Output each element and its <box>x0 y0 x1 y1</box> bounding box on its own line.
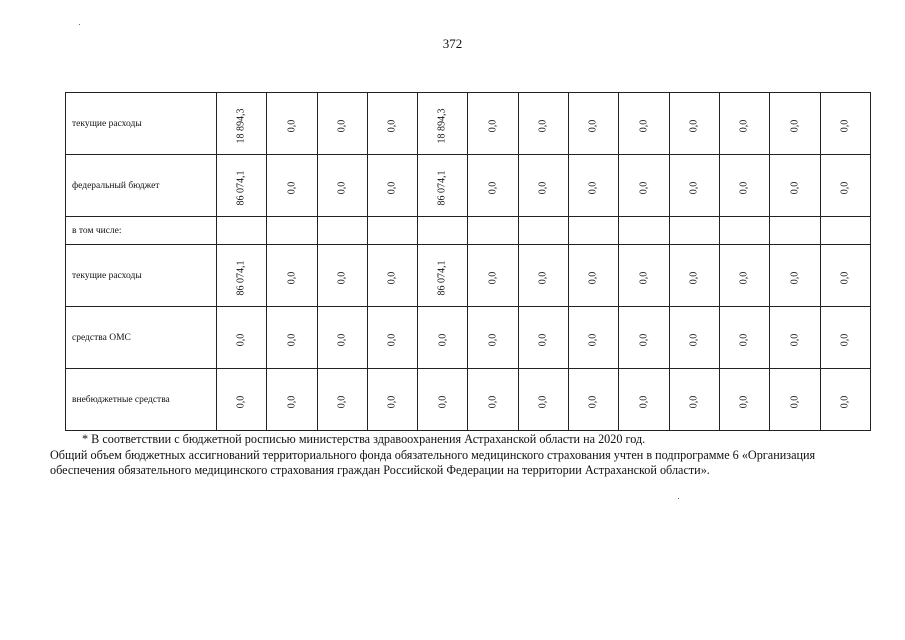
cell-value: 0,0 <box>285 333 297 346</box>
table-cell <box>367 307 417 369</box>
cell-value: 0,0 <box>587 395 599 408</box>
cell-value: 0,0 <box>738 395 750 408</box>
table-cell <box>518 93 568 155</box>
table-cell <box>418 307 468 369</box>
table-cell <box>317 217 367 245</box>
cell-value: 0,0 <box>436 333 448 346</box>
budget-table <box>65 92 871 431</box>
table-row <box>66 93 871 155</box>
table-cell <box>518 155 568 217</box>
cell-value: 0,0 <box>487 181 499 194</box>
cell-value: 0,0 <box>285 181 297 194</box>
table-cell <box>217 155 267 217</box>
table-cell <box>619 369 669 431</box>
cell-value: 0,0 <box>688 271 700 284</box>
cell-value: 0,0 <box>487 395 499 408</box>
table-cell <box>619 155 669 217</box>
cell-value: 0,0 <box>336 333 348 346</box>
table-cell <box>619 245 669 307</box>
table-cell <box>418 155 468 217</box>
cell-value: 0,0 <box>839 395 851 408</box>
cell-value: 0,0 <box>386 333 398 346</box>
table-cell <box>569 217 619 245</box>
row-label: текущие расходы <box>66 93 217 155</box>
cell-value: 0,0 <box>587 271 599 284</box>
row-label: внебюджетные средства <box>66 369 217 431</box>
cell-value: 0,0 <box>285 271 297 284</box>
table-cell <box>820 93 870 155</box>
table-cell <box>569 93 619 155</box>
cell-value: 0,0 <box>688 333 700 346</box>
cell-value: 0,0 <box>738 181 750 194</box>
table-cell <box>669 155 719 217</box>
table-cell <box>217 93 267 155</box>
cell-value: 0,0 <box>587 181 599 194</box>
table-cell <box>719 217 769 245</box>
table-cell <box>770 217 820 245</box>
cell-value: 0,0 <box>587 333 599 346</box>
table-cell <box>217 217 267 245</box>
cell-value: 0,0 <box>738 119 750 132</box>
table-cell <box>468 155 518 217</box>
cell-value: 0,0 <box>336 395 348 408</box>
cell-value: 18 894,3 <box>436 108 448 143</box>
cell-value: 0,0 <box>386 395 398 408</box>
cell-value: 0,0 <box>788 271 800 284</box>
table-cell <box>820 307 870 369</box>
table-cell <box>367 93 417 155</box>
footnote: * В соответствии с бюджетной росписью министерства здравоохранения Астраханской области на 2020 год. <box>82 432 646 446</box>
cell-value: 0,0 <box>235 395 247 408</box>
page-number: 372 <box>442 36 463 51</box>
row-label: средства ОМС <box>66 307 217 369</box>
cell-value: 0,0 <box>638 333 650 346</box>
table-cell <box>317 307 367 369</box>
table-cell <box>267 217 317 245</box>
cell-value: 0,0 <box>839 181 851 194</box>
table-cell <box>418 93 468 155</box>
table-cell <box>317 93 367 155</box>
cell-value: 0,0 <box>336 181 348 194</box>
table-cell <box>367 155 417 217</box>
cell-value: 0,0 <box>235 333 247 346</box>
notes-block <box>50 432 870 479</box>
cell-value: 0,0 <box>788 395 800 408</box>
scan-speck <box>79 24 80 25</box>
cell-value: 0,0 <box>436 395 448 408</box>
table-cell <box>217 307 267 369</box>
cell-value: 0,0 <box>688 181 700 194</box>
table-cell <box>719 369 769 431</box>
cell-value: 0,0 <box>386 271 398 284</box>
cell-value: 18 894,3 <box>235 108 247 143</box>
table-cell <box>518 369 568 431</box>
table-cell <box>820 155 870 217</box>
table-cell <box>468 307 518 369</box>
table-cell <box>518 245 568 307</box>
table-cell <box>669 369 719 431</box>
table-cell <box>619 217 669 245</box>
cell-value: 0,0 <box>537 119 549 132</box>
table-cell <box>267 369 317 431</box>
table-cell <box>468 369 518 431</box>
cell-value: 0,0 <box>487 271 499 284</box>
cell-value: 0,0 <box>487 119 499 132</box>
budget-table-body <box>66 93 871 431</box>
cell-value: 86 074,1 <box>436 260 448 295</box>
cell-value: 0,0 <box>839 119 851 132</box>
table-cell <box>267 155 317 217</box>
cell-value: 0,0 <box>587 119 599 132</box>
table-cell <box>669 307 719 369</box>
cell-value: 0,0 <box>638 395 650 408</box>
table-cell <box>619 307 669 369</box>
cell-value: 0,0 <box>788 181 800 194</box>
table-cell <box>770 93 820 155</box>
cell-value: 0,0 <box>788 119 800 132</box>
table-cell <box>820 369 870 431</box>
cell-value: 0,0 <box>336 119 348 132</box>
cell-value: 0,0 <box>487 333 499 346</box>
cell-value: 0,0 <box>638 119 650 132</box>
table-cell <box>619 93 669 155</box>
table-cell <box>217 245 267 307</box>
table-cell <box>217 369 267 431</box>
cell-value: 0,0 <box>537 395 549 408</box>
table-cell <box>367 217 417 245</box>
table-cell <box>367 245 417 307</box>
table-cell <box>569 369 619 431</box>
table-cell <box>569 245 619 307</box>
cell-value: 0,0 <box>537 181 549 194</box>
table-cell <box>569 307 619 369</box>
table-row <box>66 369 871 431</box>
table-cell <box>317 155 367 217</box>
cell-value: 0,0 <box>688 119 700 132</box>
table-row <box>66 155 871 217</box>
table-cell <box>468 93 518 155</box>
table-cell <box>719 245 769 307</box>
cell-value: 0,0 <box>788 333 800 346</box>
cell-value: 0,0 <box>285 119 297 132</box>
cell-value: 0,0 <box>688 395 700 408</box>
cell-value: 0,0 <box>285 395 297 408</box>
table-cell <box>468 245 518 307</box>
row-label: в том числе: <box>66 217 217 245</box>
table-row <box>66 245 871 307</box>
cell-value: 0,0 <box>839 271 851 284</box>
table-cell <box>518 307 568 369</box>
cell-value: 0,0 <box>537 271 549 284</box>
table-cell <box>820 217 870 245</box>
table-cell <box>569 155 619 217</box>
table-cell <box>719 155 769 217</box>
table-cell <box>317 245 367 307</box>
table-cell <box>518 217 568 245</box>
cell-value: 0,0 <box>839 333 851 346</box>
table-cell <box>418 245 468 307</box>
table-cell <box>669 217 719 245</box>
table-cell <box>719 307 769 369</box>
cell-value: 86 074,1 <box>235 170 247 205</box>
row-label: федеральный бюджет <box>66 155 217 217</box>
cell-value: 0,0 <box>386 181 398 194</box>
scan-speck <box>678 498 679 499</box>
cell-value: 0,0 <box>638 181 650 194</box>
table-row <box>66 217 871 245</box>
table-cell <box>468 217 518 245</box>
table-cell <box>770 245 820 307</box>
table-cell <box>770 155 820 217</box>
table-cell <box>418 369 468 431</box>
note-paragraph: Общий объем бюджетных ассигнований территориального фонда обязательного медицинского страхования учтен в подпрограмме 6 «Организация обеспечения обязательного медицинского страхования граждан Российской Федерации на территории Астраханской области». <box>50 447 816 477</box>
cell-value: 86 074,1 <box>436 170 448 205</box>
cell-value: 0,0 <box>738 271 750 284</box>
cell-value: 0,0 <box>386 119 398 132</box>
table-cell <box>719 93 769 155</box>
table-cell <box>418 217 468 245</box>
table-cell <box>669 93 719 155</box>
cell-value: 0,0 <box>537 333 549 346</box>
table-row <box>66 307 871 369</box>
cell-value: 0,0 <box>336 271 348 284</box>
table-cell <box>820 245 870 307</box>
cell-value: 86 074,1 <box>235 260 247 295</box>
table-cell <box>770 369 820 431</box>
table-cell <box>267 307 317 369</box>
row-label: текущие расходы <box>66 245 217 307</box>
table-cell <box>267 93 317 155</box>
cell-value: 0,0 <box>738 333 750 346</box>
table-cell <box>669 245 719 307</box>
table-cell <box>770 307 820 369</box>
table-cell <box>317 369 367 431</box>
table-cell <box>367 369 417 431</box>
table-cell <box>267 245 317 307</box>
cell-value: 0,0 <box>638 271 650 284</box>
